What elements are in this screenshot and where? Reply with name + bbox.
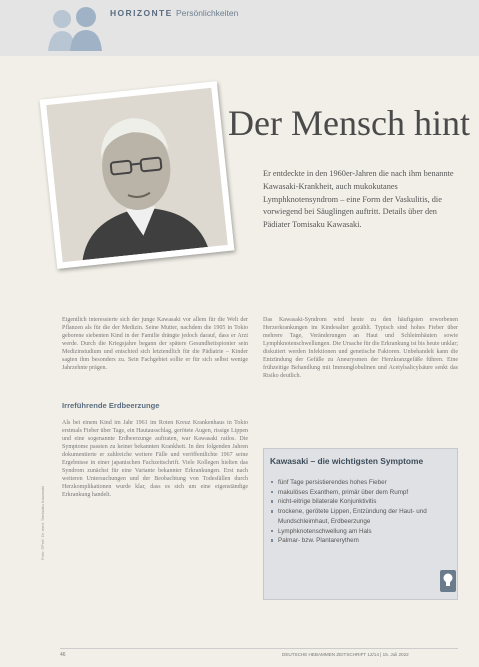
- list-item: trockene, gerötete Lippen, Entzündung der Haut- und Mundschleimhaut, Erdbeerzunge: [271, 507, 451, 526]
- page-number: 46: [60, 652, 66, 658]
- section-sublabel: Persönlichkeiten: [176, 8, 239, 18]
- footer-divider: [60, 648, 458, 649]
- article-intro: Er entdeckte in den 1960er-Jahren die nach ihm benannte Kawasaki-Krankheit, auch mukokutanes Lymphknotensyndrom – eine Form der Vaskulitis, die vorwiegend bei Säuglingen auftritt. Details über den Pädiater Tomisaku Kawasaki.: [263, 169, 454, 230]
- lightbulb-icon: [440, 570, 456, 592]
- section-label: HORIZONTE: [110, 8, 173, 18]
- list-item: Palmar- bzw. Plantarerythem: [271, 536, 451, 546]
- body-column-right: Das Kawasaki-Syndrom wird heute zu den häufigsten erworbenen Herzerkrankungen im Kindesalter gezählt. Typisch sind hohes Fieber über mehrere Tage, Veränderungen an Haut und Schleimhäuten sowie Lymphknotenschwellungen. Die Ursache für die Erkrankung ist bis heute unklar; diskutiert werden Infektionen und genetische Faktoren. Unbehandelt kann die Entzündung der Gefäße zu Aneurysmen der Herzkranzgefäße führen. Eine frühzeitige Behandlung mit Immunglobulinen und Acetylsalicylsäure senkt das Risiko deutlich.: [263, 317, 458, 379]
- portrait-photo: [40, 81, 235, 269]
- list-item: Lymphknotenschwellung am Hals: [271, 527, 451, 537]
- body-column-left-2: Als bei einem Kind im Jahr 1961 im Roten Kreuz Krankenhaus in Tokio erstmals Fieber über Tage, ein Hautausschlag, gerötete Augen, rissige Lippen und eine sogenannte Erdbeerzunge auftraten, war Kawasaki ratlos. Die Symptome passten zu keiner bekannten Krankheit. In den folgenden Jahren dokumentierte er zahlreiche weitere Fälle und veröffentlichte 1967 seine Ergebnisse in einer japanischen Fachzeitschrift. Viele Kollegen hielten das Syndrom zunächst für eine Variante bekannter Erkrankungen. Erst nach weiteren Untersuchungen und der Beobachtung von Todesfällen durch Herzkomplikationen wurde klar, dass es sich um eine eigenständige Erkrankung handelt.: [62, 420, 248, 498]
- section-subheading: Irreführende Erdbeerzunge: [62, 401, 160, 410]
- list-item: fünf Tage persistierendes hohes Fieber: [271, 478, 451, 488]
- photo-credit: Foto: ©Prof. Dr. med. Tomisaku Kawasaki: [40, 485, 45, 560]
- info-box-title: Kawasaki – die wichtigsten Symptome: [270, 456, 424, 466]
- footer-publication: DEUTSCHE HEBAMMEN ZEITSCHRIFT 12/14 | 15. Juli 2022: [282, 652, 409, 657]
- list-item: nicht-eitrige bilaterale Konjunktivitis: [271, 497, 451, 507]
- heads-silhouette-icon: [40, 3, 110, 51]
- body-column-left: Eigentlich interessierte sich der junge Kawasaki vor allem für die Welt der Pflanzen als für die der Medizin. Seine Mutter, nachdem die 1905 in Tokio geborene siebenten Kind in der Familie drängte jedoch darauf, dass er Arzt werde. Durch die Kriegsjahre begann der spätere Gesundheitspionier sein Medizinstudium und entschied sich letztendlich für die Pädiatrie – Kinder sagten ihm besonders zu. Sein Fachgebiet sollte er für sich selbst wenige Jahrzehnte prägen.: [62, 317, 248, 371]
- symptom-list: [271, 478, 451, 546]
- article-headline: Der Mensch hint: [228, 103, 470, 143]
- list-item: makulöses Exanthem, primär über dem Rumpf: [271, 488, 451, 498]
